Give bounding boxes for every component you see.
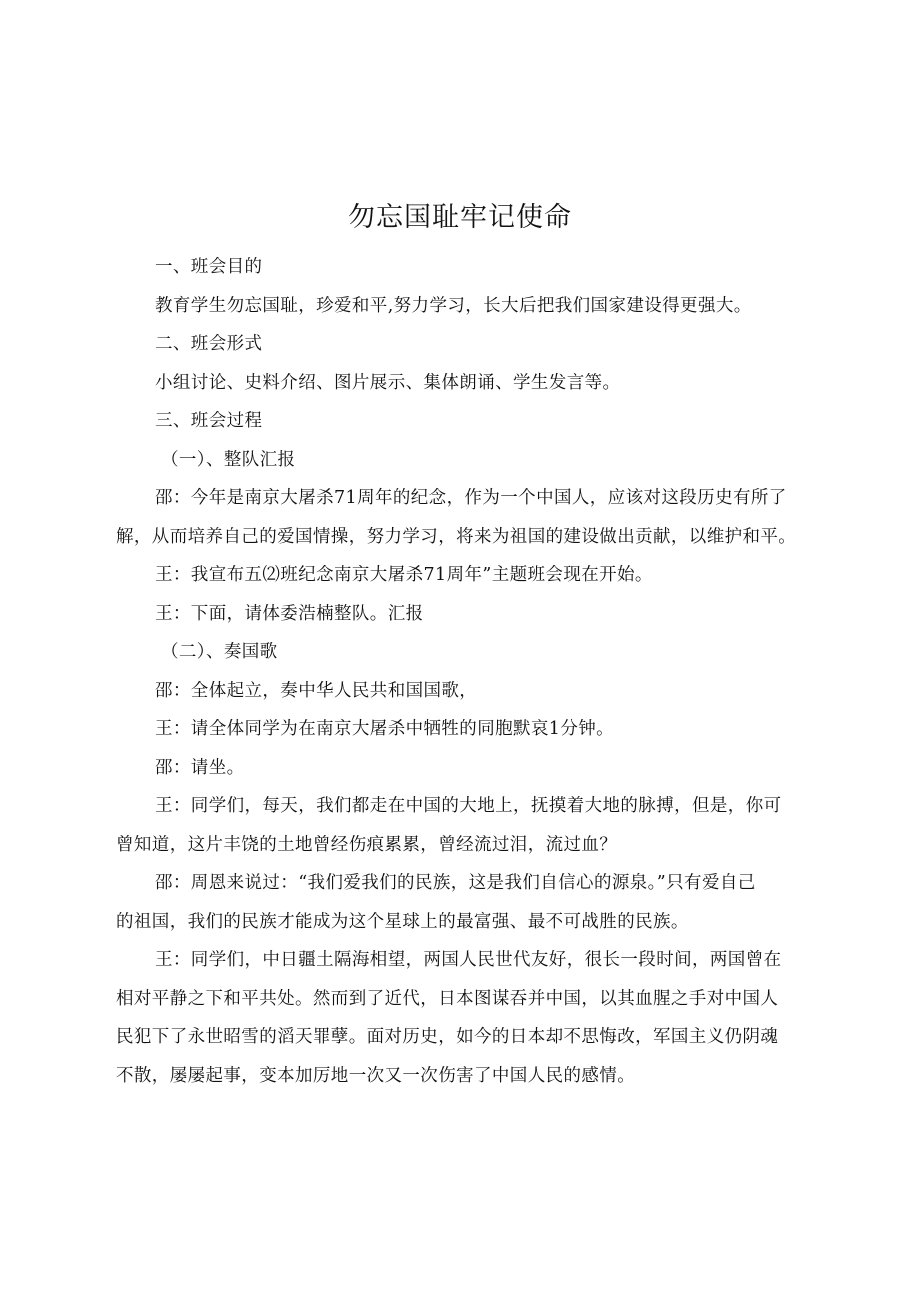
page-title: 勿忘国耻牢记使命 (348, 202, 572, 233)
document-body (116, 248, 816, 1095)
paragraph-line: 王：下面，请体委浩楠整队。汇报 (155, 603, 424, 624)
subsection-heading-assembly: （一）、整队汇报 (161, 449, 296, 470)
section-heading-process: 三、班会过程 (155, 411, 263, 431)
paragraph-line: 王：我宣布五⑵班纪念南京大屠杀71周年”主题班会现在开始。 (155, 565, 653, 585)
paragraph-line: 解，从而培养自己的爱国情操，努力学习，将来为祖国的建设做出贡献，以维护和平。 (116, 526, 797, 547)
subsection-heading-anthem: （二）、奏国歌 (161, 642, 278, 662)
section-heading-format: 二、班会形式 (155, 334, 263, 354)
paragraph-line: 相对平静之下和平共处。然而到了近代，日本图谋吞并中国，以其血腥之手对中国人 (116, 988, 779, 1009)
paragraph-line: 不散，屡屡起事，变本加厉地一次又一次伤害了中国人民的感情。 (116, 1065, 636, 1086)
paragraph-line: 曾知道，这片丰饶的土地曾经伤痕累累，曾经流过泪，流过血？ (116, 834, 618, 855)
paragraph-format: 小组讨论、史料介绍、图片展示、集体朗诵、学生发言等。 (155, 372, 621, 393)
paragraph-line: 邵：今年是南京大屠杀71周年的纪念，作为一个中国人，应该对这段历史有所了 (155, 488, 787, 508)
paragraph-line: 邵：周恩来说过：“我们爱我们的民族，这是我们自信心的源泉。”只有爱自己 (155, 873, 756, 893)
paragraph-line: 邵：全体起立，奏中华人民共和国国歌， (155, 680, 478, 701)
section-heading-purpose: 一、班会目的 (155, 257, 263, 277)
paragraph-line: 的祖国，我们的民族才能成为这个星球上的最富强、最不可战胜的民族。 (116, 911, 689, 932)
paragraph-line: 王：同学们，每天，我们都走在中国的大地上，抚摸着大地的脉搏，但是，你可 (155, 796, 782, 816)
paragraph-line: 邵：请坐。 (155, 757, 245, 778)
paragraph-line: 民犯下了永世昭雪的滔天罪孽。面对历史，如今的日本却不思悔改，军国主义仍阴魂 (116, 1027, 779, 1047)
paragraph-line: 王：请全体同学为在南京大屠杀中牺牲的同胞默哀1分钟。 (155, 719, 615, 739)
paragraph-line: 王：同学们，中日疆土隔海相望，两国人民世代友好，很长一段时间，两国曾在 (155, 950, 782, 970)
paragraph-purpose: 教育学生勿忘国耻，珍爱和平,努力学习，长大后把我们国家建设得更强大。 (155, 295, 752, 316)
